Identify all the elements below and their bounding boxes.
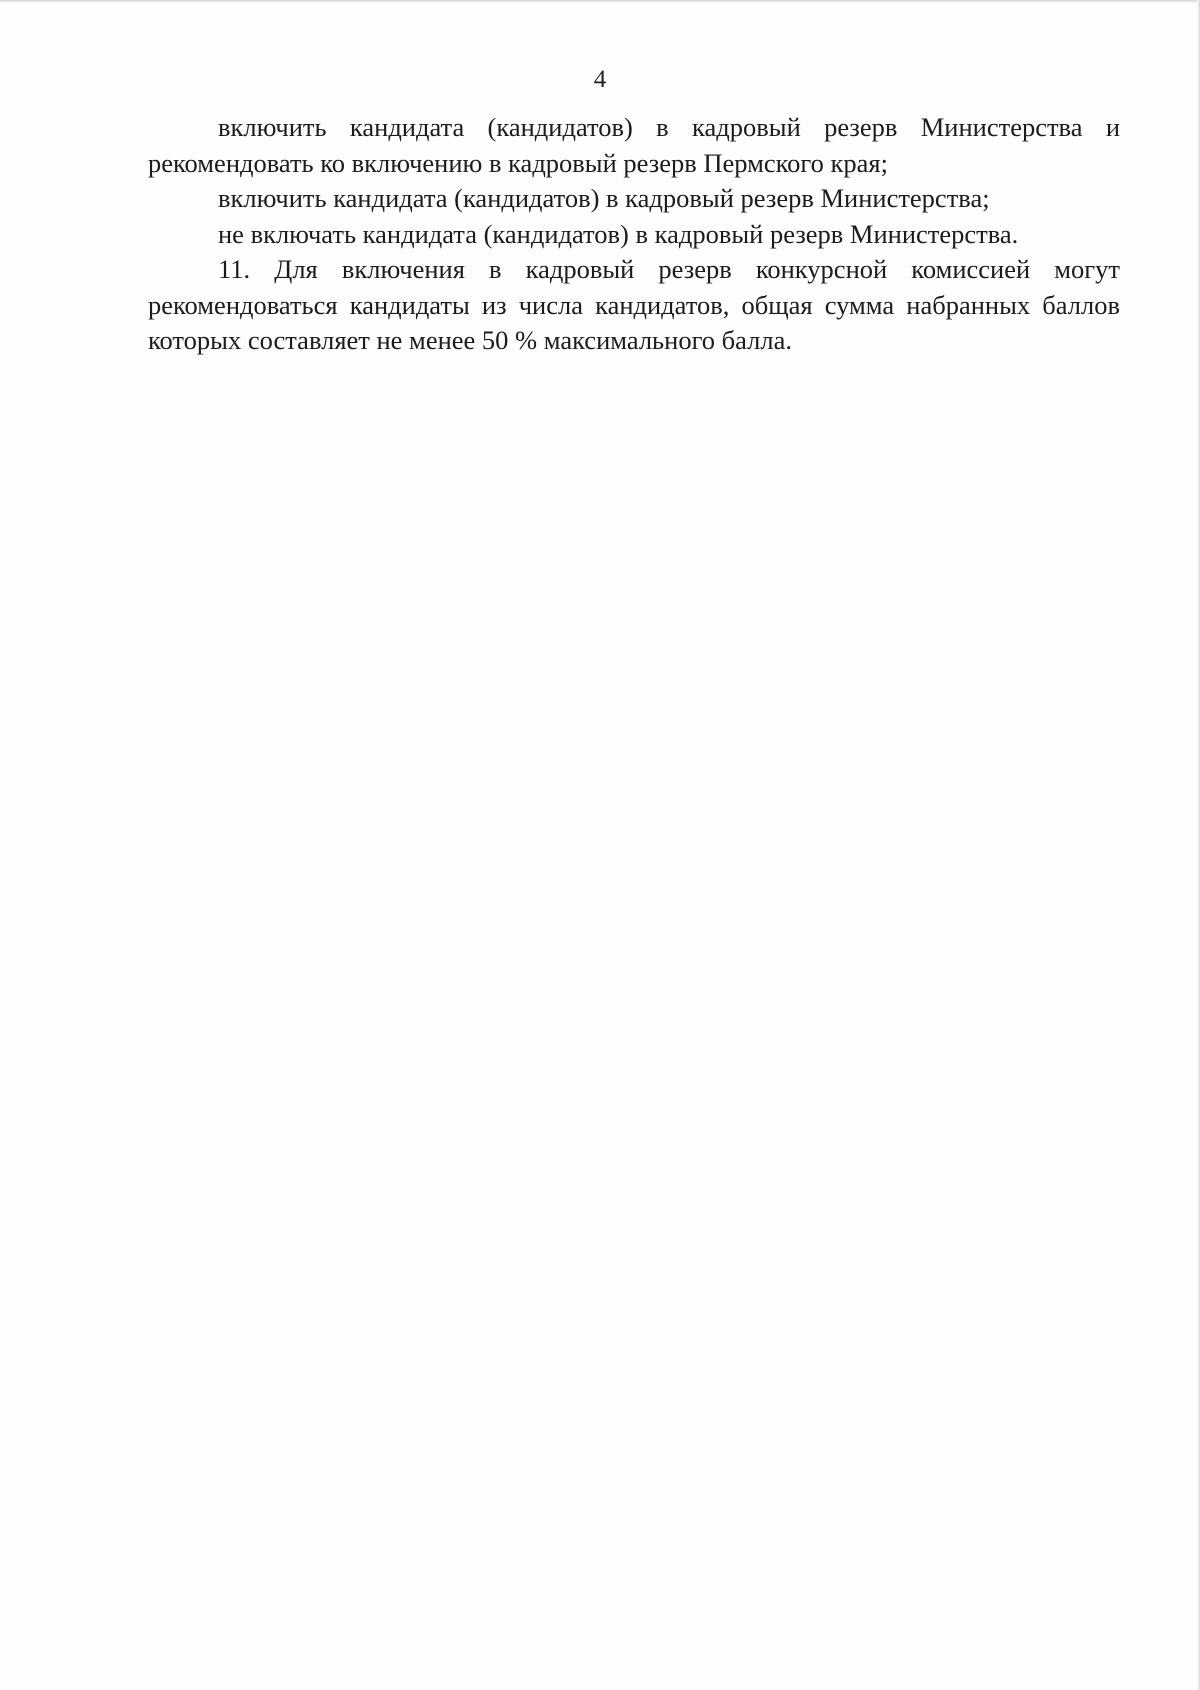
paragraph-include: включить кандидата (кандидатов) в кадровый резерв Министерства; — [218, 183, 990, 213]
paragraph-item-11: 11. Для включения в кадровый резерв конкурсной комиссией могут рекомендоваться кандидаты из числа кандидатов, общая сумма набранных баллов которых составляет не менее 50 % максимального балла. — [148, 254, 1120, 355]
page-number: 4 — [593, 66, 607, 93]
document-body — [148, 110, 1120, 359]
paragraph-include-and-recommend: включить кандидата (кандидатов) в кадровый резерв Министерства и рекомендовать ко включению в кадровый резерв Пермского края; — [148, 112, 1120, 178]
scan-edge-top — [0, 0, 1200, 3]
paragraph-not-include: не включать кандидата (кандидатов) в кадровый резерв Министерства. — [218, 218, 1019, 249]
